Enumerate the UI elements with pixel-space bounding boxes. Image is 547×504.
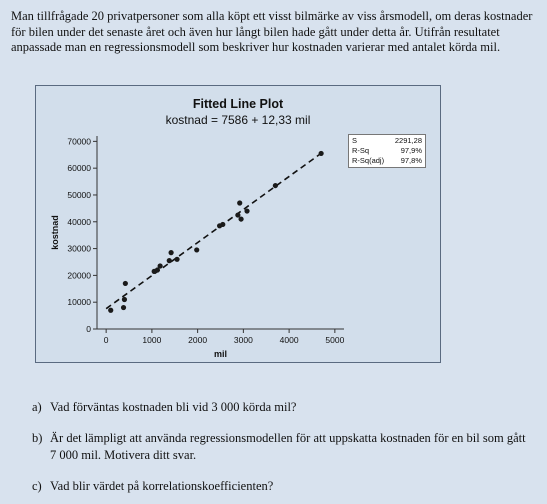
stat-value: 97,8% [400, 156, 422, 165]
question-text: Är det lämpligt att använda regressionsmodellen för att uppskatta kostnaden för en bil som gått [50, 431, 526, 445]
data-point [158, 263, 163, 268]
y-tick-label: 60000 [67, 163, 91, 174]
data-point [108, 308, 113, 313]
question-text: Vad förväntas kostnaden bli vid 3 000 körda mil? [50, 400, 297, 414]
fitted-line-plot [35, 85, 441, 363]
stat-row-s [352, 136, 422, 146]
stat-value: 2291,28 [394, 136, 422, 145]
x-tick-label: 3000 [233, 335, 253, 345]
question-a [32, 399, 537, 416]
stat-label: S [352, 136, 358, 145]
question-letter: b) [32, 431, 43, 445]
stat-label: R-Sq [352, 146, 370, 155]
data-point [121, 305, 126, 310]
data-point [244, 208, 249, 213]
stats-box [348, 134, 426, 168]
question-b [32, 430, 537, 464]
y-tick-label: 30000 [67, 243, 91, 254]
data-point [237, 200, 242, 205]
data-point [167, 258, 172, 263]
y-tick-label: 40000 [67, 216, 91, 227]
data-point [123, 281, 128, 286]
stat-row-rsq-adj [352, 156, 422, 166]
data-point [273, 183, 278, 188]
question-text-continued: 7 000 mil. Motivera ditt svar. [50, 448, 197, 462]
x-tick-label: 4000 [279, 335, 299, 345]
y-tick-label: 70000 [67, 136, 91, 147]
data-point [319, 151, 324, 156]
stat-label: R-Sq(adj) [352, 156, 385, 165]
y-tick-label: 20000 [67, 270, 91, 281]
data-point [238, 216, 243, 221]
x-tick-label: 1000 [142, 335, 162, 345]
intro-paragraph: Man tillfrågade 20 privatpersoner som alla köpt ett visst bilmärke av viss årsmodell, om deras kostnader för bilen under det senaste året och även hur långt bilen hade gått under detta år. Utifrån resultatet anpassade man en regressionsmodell som beskriver hur kostnaden varierar med antalet körda mil. [11, 9, 533, 54]
stat-row-rsq [352, 146, 422, 156]
y-tick-label: 0 [86, 324, 91, 334]
data-point [220, 222, 225, 227]
data-point [194, 247, 199, 252]
question-letter: c) [32, 479, 42, 493]
y-axis-label: kostnad [50, 215, 60, 250]
plot-title: Fitted Line Plot [192, 97, 284, 111]
question-letter: a) [32, 400, 42, 414]
data-point [174, 257, 179, 262]
x-tick-label: 0 [103, 335, 109, 345]
fitted-line [106, 152, 323, 309]
question-c [32, 478, 537, 495]
scatter-chart [36, 86, 440, 362]
x-tick-label: 2000 [188, 335, 208, 345]
data-point [122, 297, 127, 302]
question-text: Vad blir värdet på korrelationskoefficienten? [50, 479, 274, 493]
data-point [169, 250, 174, 255]
x-axis-label: mil [213, 349, 228, 359]
x-tick-label: 5000 [325, 335, 345, 345]
plot-equation: kostnad = 7586 + 12,33 mil [165, 113, 311, 127]
y-tick-label: 50000 [67, 189, 91, 200]
stat-value: 97,9% [400, 146, 422, 155]
y-tick-label: 10000 [67, 297, 91, 308]
